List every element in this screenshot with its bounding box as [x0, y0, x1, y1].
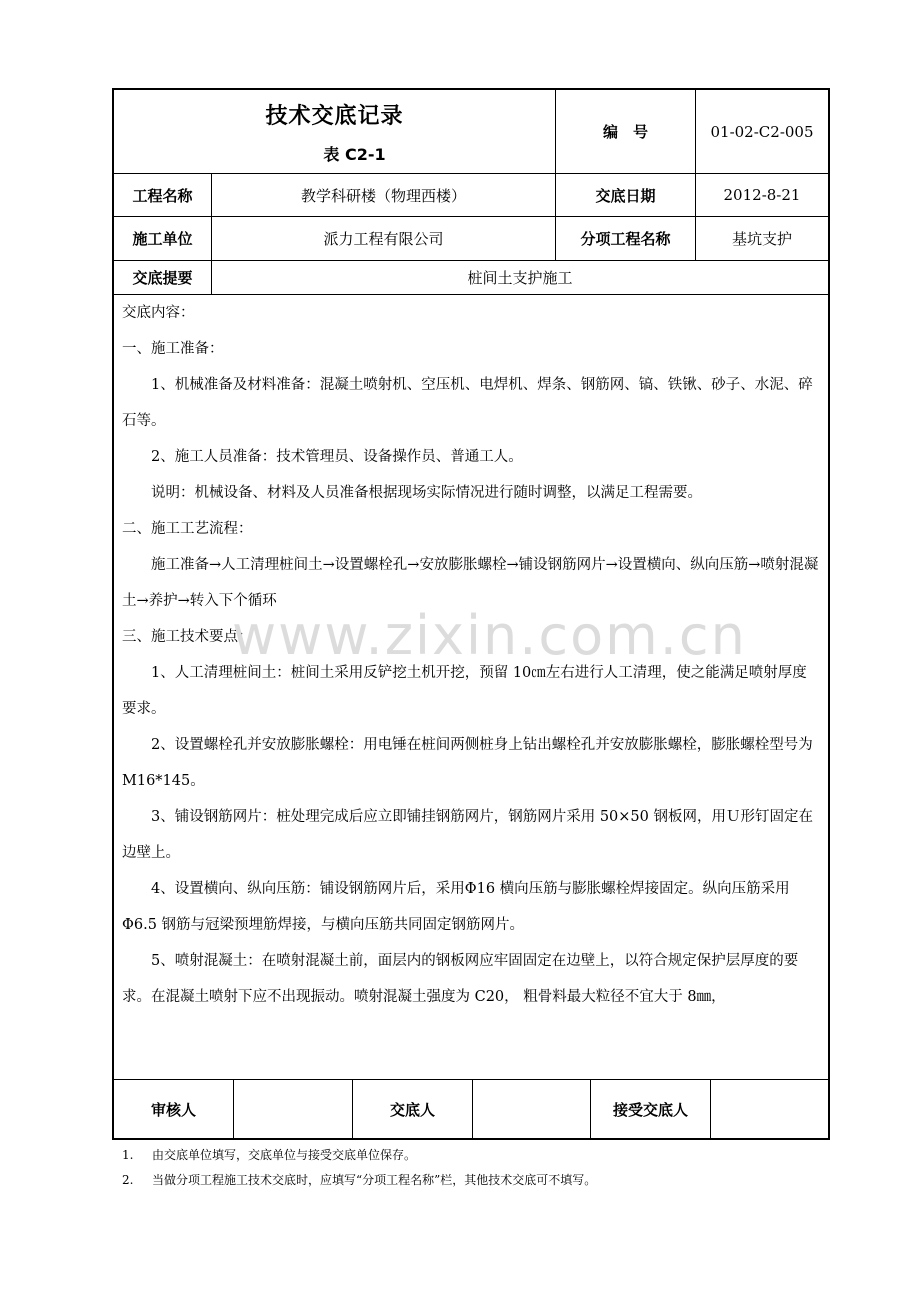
unit-label: 施工单位	[114, 217, 212, 260]
discloser-signature-field[interactable]	[473, 1080, 591, 1138]
receiver-signature-field[interactable]	[711, 1080, 828, 1138]
disclosure-content	[114, 295, 828, 1080]
footnotes	[122, 1143, 596, 1193]
summary-label: 交底提要	[114, 261, 212, 294]
paragraph: 2、设置螺栓孔并安放膨胀螺栓：用电锤在桩间两侧桩身上钻出螺栓孔并安放膨胀螺栓，膨胀螺栓型号为 M16*145。	[122, 737, 813, 789]
code-value: 01-02-C2-005	[710, 122, 814, 141]
paragraph: 1、机械准备及材料准备：混凝土喷射机、空压机、电焊机、焊条、钢筋网、镐、铁锹、砂子、水泥、碎石等。	[122, 377, 813, 429]
footnote-number: 2.	[122, 1173, 134, 1187]
summary-row	[114, 261, 828, 295]
disclosure-form	[112, 88, 830, 1140]
reviewer-signature-field[interactable]	[234, 1080, 353, 1138]
watermark: www.zixin.com.cn	[232, 604, 747, 667]
project-row	[114, 174, 828, 217]
unit-row	[114, 217, 828, 261]
page-title: 技术交底记录	[265, 103, 404, 129]
section-heading: 二、施工工艺流程：	[122, 521, 253, 537]
footnote-number: 1.	[122, 1148, 134, 1162]
unit-value: 派力工程有限公司	[212, 217, 556, 260]
section-heading: 一、施工准备：	[122, 341, 224, 357]
content-heading: 交底内容：	[122, 305, 195, 321]
paragraph: 5、喷射混凝土：在喷射混凝土前，面层内的钢板网应牢固固定在边壁上，以符合规定保护层厚度的要求。在混凝土喷射下应不出现振动。喷射混凝土强度为 C20， 粗骨料最大粒径不宜大于 8㎜，	[122, 953, 799, 1005]
title-cell	[114, 90, 556, 173]
receiver-label: 接受交底人	[591, 1080, 711, 1138]
footnote	[122, 1143, 596, 1168]
footnote-text: 由交底单位填写，交底单位与接受交底单位保存。	[152, 1148, 417, 1162]
summary-value: 桩间土支护施工	[467, 269, 573, 287]
code-label: 编 号	[556, 90, 696, 173]
paragraph: 说明：机械设备、材料及人员准备根据现场实际情况进行随时调整，以满足工程需要。	[151, 485, 702, 501]
paragraph: 1、人工清理桩间土：桩间土采用反铲挖土机开挖，预留 10㎝左右进行人工清理，使之能满足喷射厚度要求。	[122, 665, 807, 717]
footnote	[122, 1168, 596, 1193]
discloser-label: 交底人	[353, 1080, 473, 1138]
signature-row	[114, 1080, 828, 1138]
reviewer-label: 审核人	[114, 1080, 234, 1138]
section-heading: 三、施工技术要点：	[122, 629, 253, 645]
paragraph: 施工准备→人工清理桩间土→设置螺栓孔→安放膨胀螺栓→铺设钢筋网片→设置横向、纵向压筋→喷射混凝土→养护→转入下个循环	[122, 557, 819, 609]
header-row	[114, 90, 828, 174]
subproject-label: 分项工程名称	[556, 217, 696, 260]
project-value: 教学科研楼（物理西楼）	[212, 174, 556, 216]
footnote-text: 当做分项工程施工技术交底时，应填写“分项工程名称”栏，其他技术交底可不填写。	[152, 1173, 597, 1187]
paragraph: 4、设置横向、纵向压筋：铺设钢筋网片后，采用Φ16 横向压筋与膨胀螺栓焊接固定。纵向压筋采用Φ6.5 钢筋与冠梁预埋筋焊接，与横向压筋共同固定钢筋网片。	[122, 881, 790, 933]
date-value: 2012-8-21	[723, 186, 801, 204]
date-label: 交底日期	[556, 174, 696, 216]
paragraph: 2、施工人员准备：技术管理员、设备操作员、普通工人。	[151, 449, 523, 465]
project-label: 工程名称	[114, 174, 212, 216]
subproject-value: 基坑支护	[731, 230, 792, 248]
form-number: 表 C2-1	[323, 144, 386, 164]
paragraph: 3、铺设钢筋网片：桩处理完成后应立即铺挂钢筋网片，钢筋网片采用 50×50 钢板网，用Ｕ形钉固定在边壁上。	[122, 809, 813, 861]
